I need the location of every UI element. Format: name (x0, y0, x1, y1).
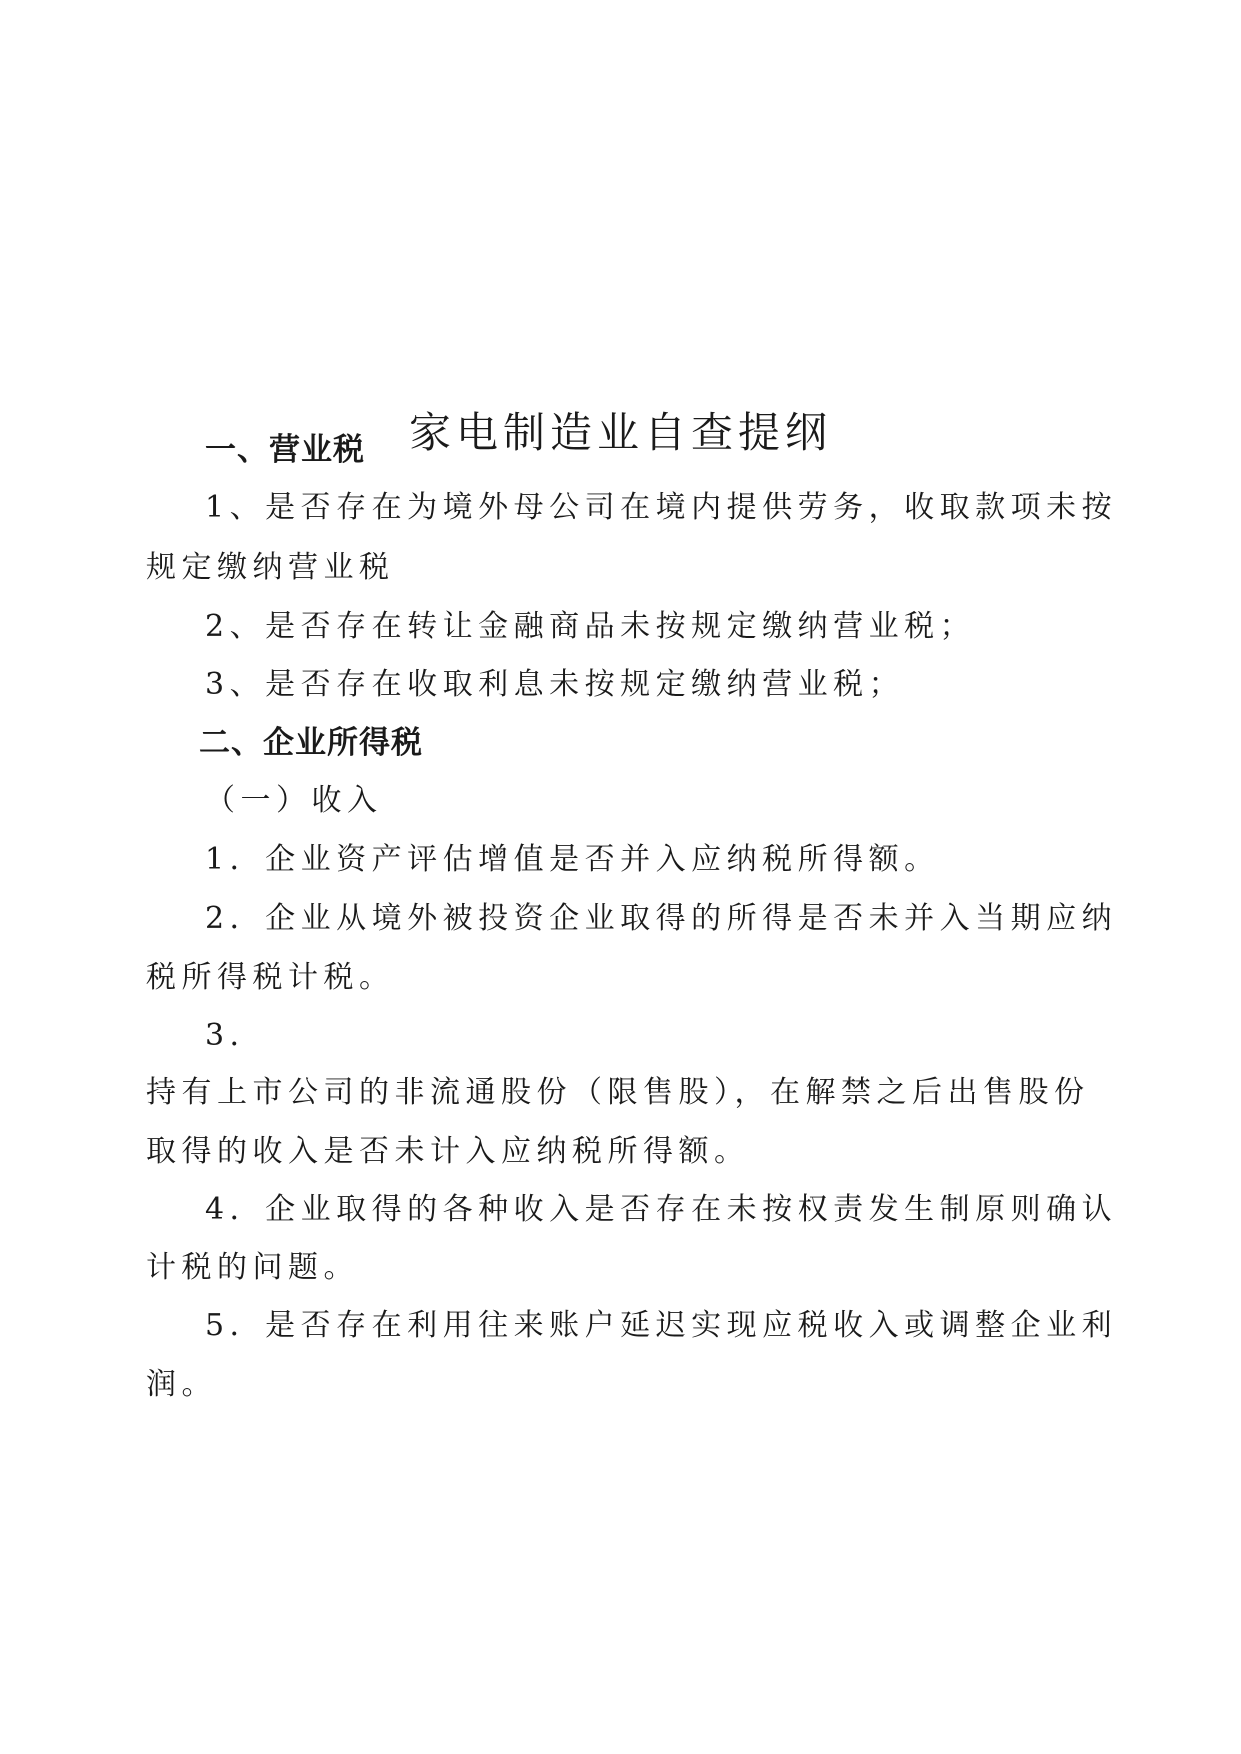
section2-item2-line1: 2．企业从境外被投资企业取得的所得是否未并入当期应纳 (205, 901, 1118, 936)
section2-subheading-income: （一）收入 (205, 783, 383, 818)
section1-item1-line2: 规定缴纳营业税 (146, 550, 395, 585)
section1-item1-line1: 1、是否存在为境外母公司在境内提供劳务，收取款项未按 (205, 490, 1118, 525)
section1-item3: 3、是否存在收取利息未按规定缴纳营业税； (205, 667, 905, 702)
section2-item5-line1: 5．是否存在利用往来账户延迟实现应税收入或调整企业利 (205, 1308, 1118, 1343)
section2-item2-line2: 税所得税计税。 (146, 960, 395, 995)
section2-item3-line1: 持有上市公司的非流通股份（限售股），在解禁之后出售股份 (146, 1075, 1090, 1110)
document-title: 家电制造业自查提纲 (408, 408, 832, 457)
section2-item4-line2: 计税的问题。 (146, 1250, 359, 1285)
section2-item1: 1．企业资产评估增值是否并入应纳税所得额。 (205, 842, 940, 877)
section2-item4-line1: 4．企业取得的各种收入是否存在未按权责发生制原则确认 (205, 1192, 1118, 1227)
section1-item2: 2、是否存在转让金融商品未按规定缴纳营业税； (205, 609, 976, 644)
section2-item3-number: 3． (205, 1018, 266, 1053)
section-heading-business-tax: 一、营业税 (205, 432, 365, 468)
section-heading-corporate-income-tax: 二、企业所得税 (199, 725, 423, 761)
section2-item3-line2: 取得的收入是否未计入应纳税所得额。 (146, 1134, 750, 1169)
section2-item5-line2: 润。 (146, 1367, 217, 1402)
